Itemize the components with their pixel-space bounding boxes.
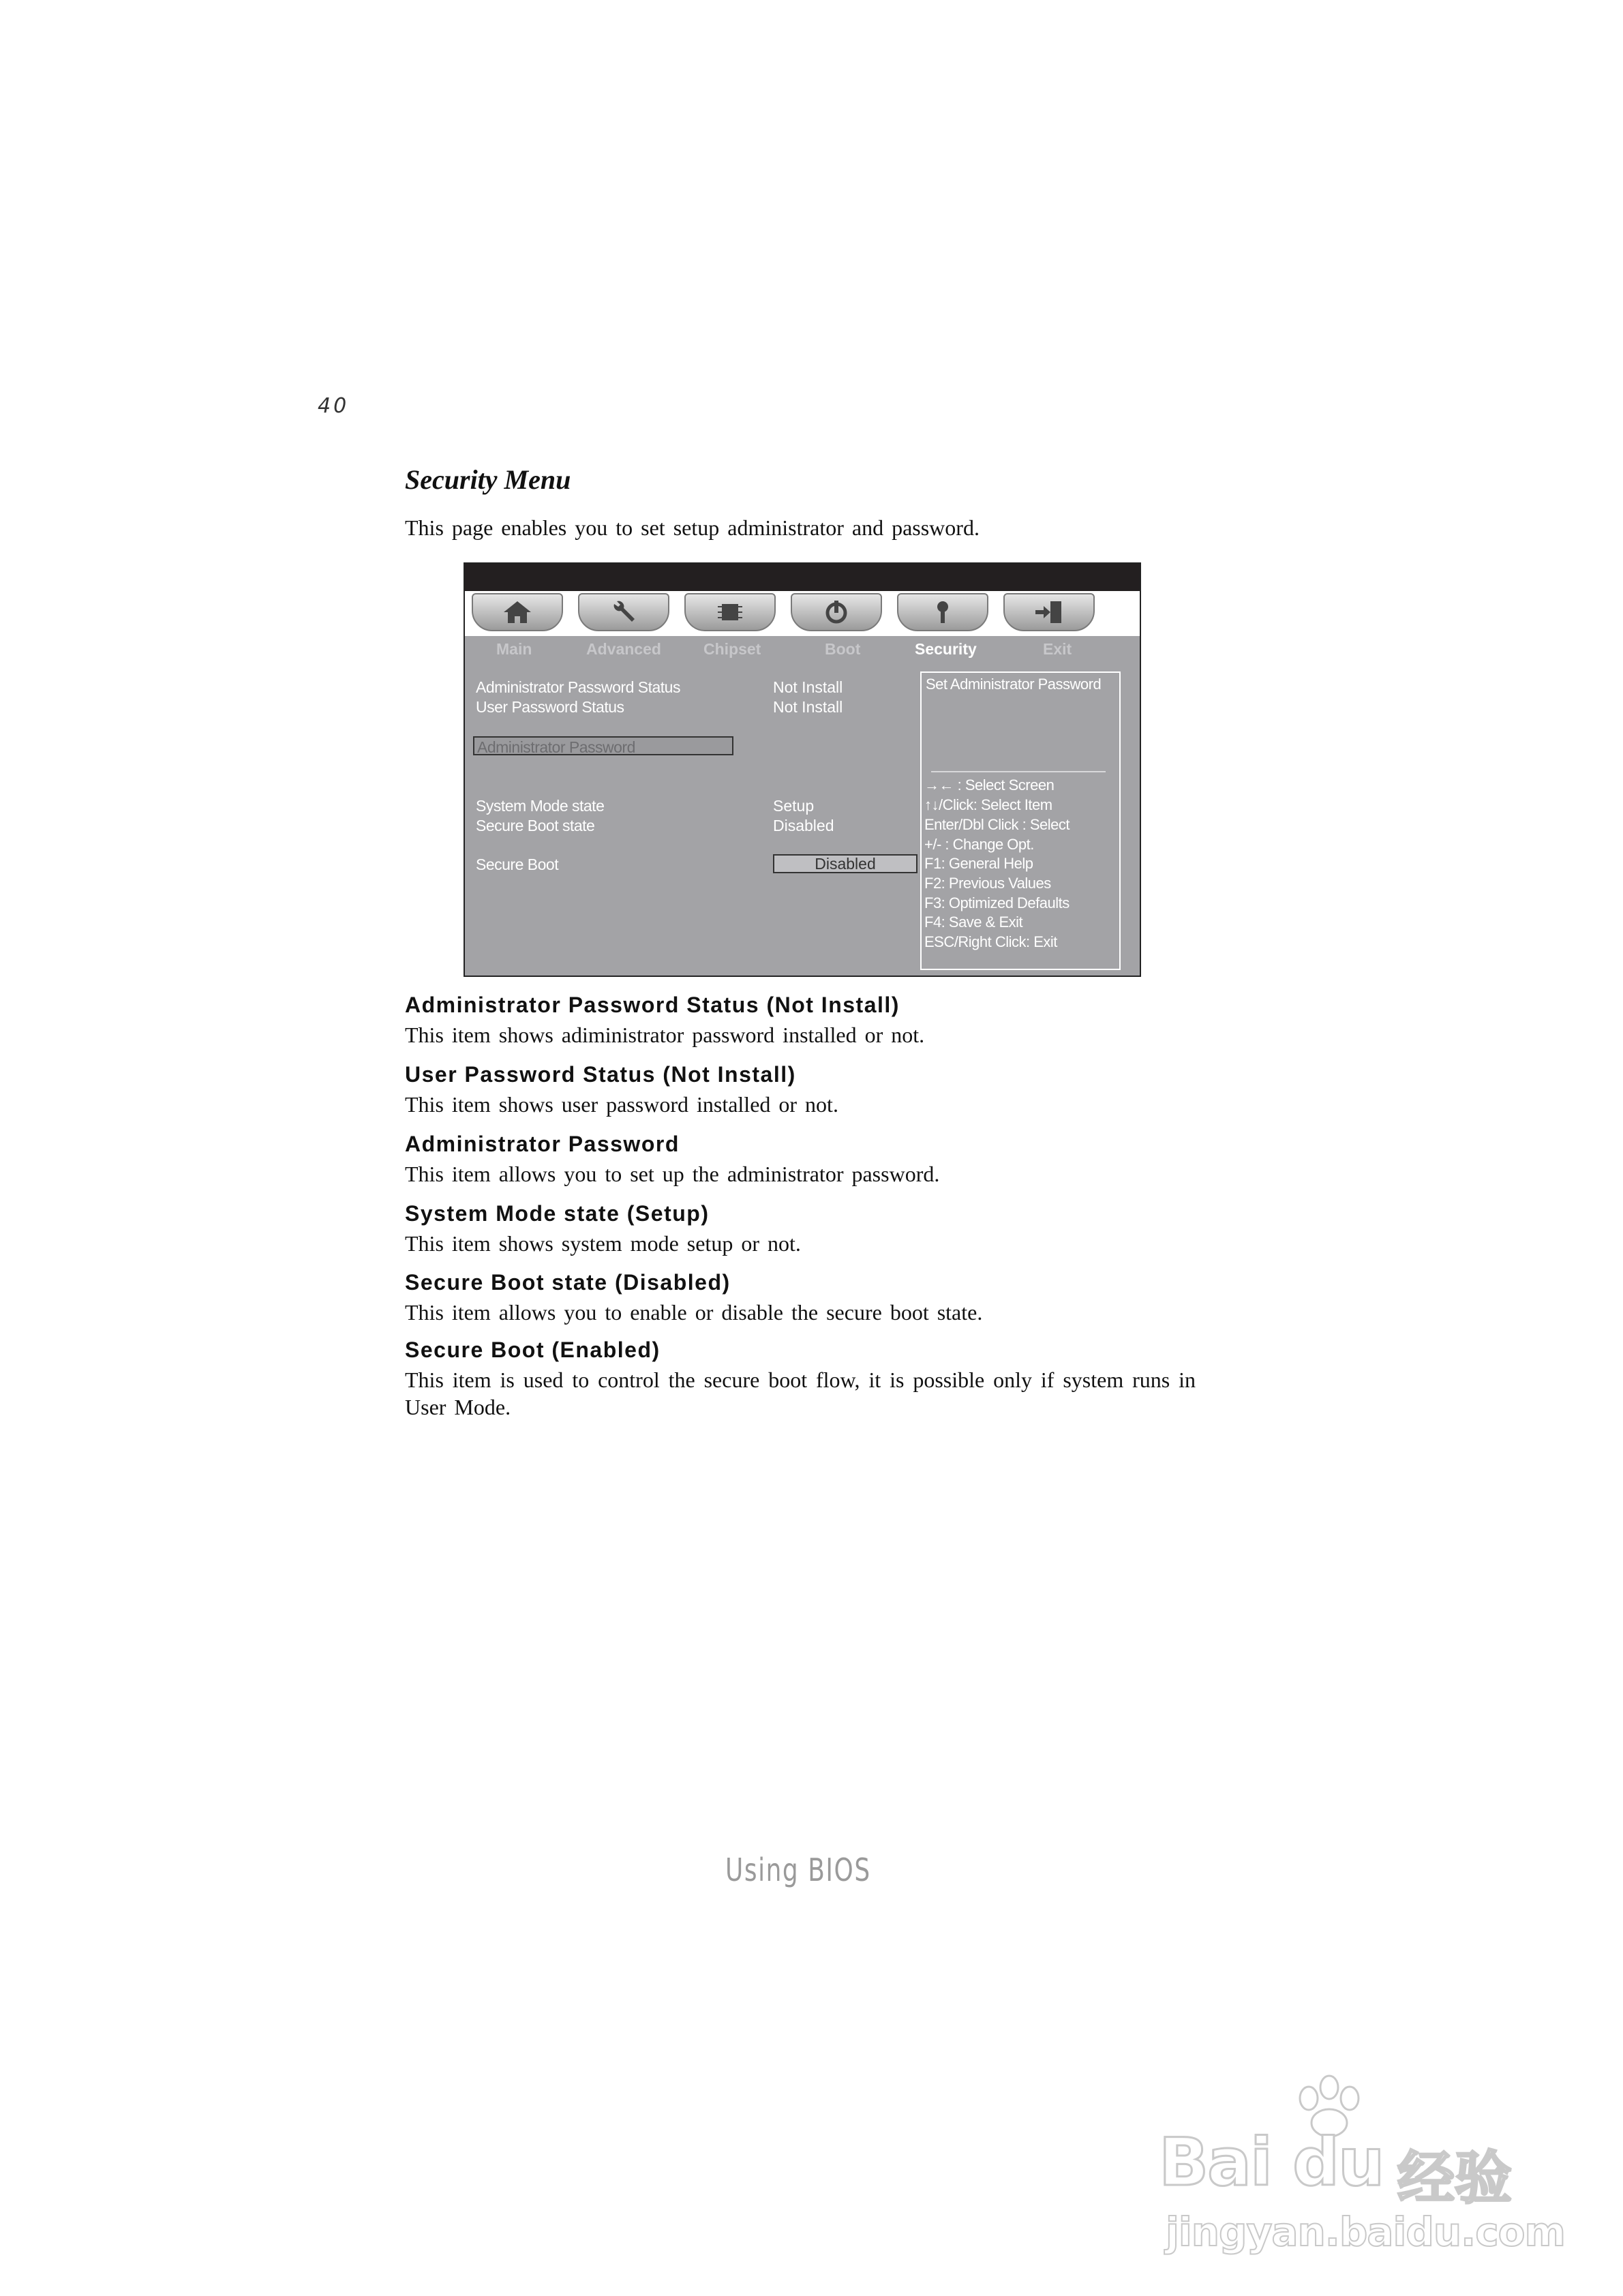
item-description: This item allows you to set up the administrator password.	[405, 1162, 940, 1186]
secure-boot-state-value: Disabled	[773, 817, 834, 834]
tab-main[interactable]: Main	[496, 640, 532, 658]
watermark-chinese: 经验	[1397, 2145, 1513, 2211]
item-heading: Secure Boot state (Disabled)	[405, 1270, 731, 1295]
system-mode-state-value: Setup	[773, 797, 815, 815]
item-description: This item shows user password installed or not.	[405, 1092, 838, 1117]
page-number: 40	[318, 394, 350, 418]
tab-advanced[interactable]: Advanced	[586, 640, 661, 658]
bios-title-bar	[465, 564, 1140, 591]
help-key-line: +/- : Change Opt.	[924, 836, 1034, 853]
power-icon[interactable]	[791, 593, 882, 631]
secure-boot-label: Secure Boot	[476, 856, 559, 873]
item-heading: Administrator Password Status (Not Install)	[405, 993, 900, 1017]
help-key-line: ESC/Right Click: Exit	[924, 933, 1057, 950]
help-key-line: ↑↓/Click: Select Item	[924, 796, 1052, 813]
exit-door-icon[interactable]	[1003, 593, 1095, 631]
bios-tab-bar	[465, 636, 1140, 661]
administrator-password-label: Administrator Password	[477, 738, 635, 756]
tab-security[interactable]: Security	[915, 640, 977, 658]
help-key-line: F1: General Help	[924, 855, 1033, 872]
secure-boot-select[interactable]: Disabled	[773, 854, 917, 873]
bios-icon-bar	[465, 591, 1140, 636]
watermark-brand: Bai du	[1159, 2124, 1384, 2201]
admin-password-status-value: Not Install	[773, 678, 843, 696]
help-divider	[931, 771, 1106, 772]
watermark-url: jingyan.baidu.com	[1166, 2209, 1565, 2255]
user-password-status-value: Not Install	[773, 698, 843, 716]
item-heading: User Password Status (Not Install)	[405, 1062, 796, 1087]
baidu-watermark	[1152, 2072, 1565, 2263]
intro-text: This page enables you to set setup administrator and password.	[405, 515, 980, 540]
secure-boot-state-label: Secure Boot state	[476, 817, 595, 834]
administrator-password-item[interactable]	[473, 736, 733, 755]
item-description: This item allows you to enable or disable the secure boot state.	[405, 1300, 983, 1325]
help-key-line: →← : Select Screen	[924, 776, 1055, 794]
system-mode-state-label: System Mode state	[476, 797, 605, 815]
item-description: This item shows system mode setup or not.	[405, 1231, 801, 1256]
help-key-line: F3: Optimized Defaults	[924, 894, 1070, 911]
footer-title: Using BIOS	[725, 1852, 871, 1888]
chip-icon[interactable]	[684, 593, 776, 631]
item-heading: System Mode state (Setup)	[405, 1201, 710, 1226]
tab-chipset[interactable]: Chipset	[703, 640, 761, 658]
section-title: Security Menu	[405, 464, 571, 495]
help-key-line: F2: Previous Values	[924, 875, 1051, 892]
help-key-line: Enter/Dbl Click : Select	[924, 816, 1070, 833]
help-panel	[920, 671, 1121, 970]
tab-boot[interactable]: Boot	[825, 640, 861, 658]
item-heading: Administrator Password	[405, 1132, 680, 1156]
tab-exit[interactable]: Exit	[1043, 640, 1072, 658]
key-icon[interactable]	[897, 593, 988, 631]
item-heading: Secure Boot (Enabled)	[405, 1338, 661, 1362]
item-description: This item shows adiministrator password installed or not.	[405, 1023, 925, 1047]
item-description: This item is used to control the secure boot flow, it is possible only if system runs in User Mode.	[405, 1368, 1196, 1419]
help-title: Set Administrator Password	[926, 676, 1102, 693]
user-password-status-label: User Password Status	[476, 698, 624, 716]
help-key-line: F4: Save & Exit	[924, 913, 1023, 931]
home-icon[interactable]	[472, 593, 563, 631]
admin-password-status-label: Administrator Password Status	[476, 678, 680, 696]
bios-screenshot	[464, 562, 1141, 977]
wrench-icon[interactable]	[578, 593, 669, 631]
